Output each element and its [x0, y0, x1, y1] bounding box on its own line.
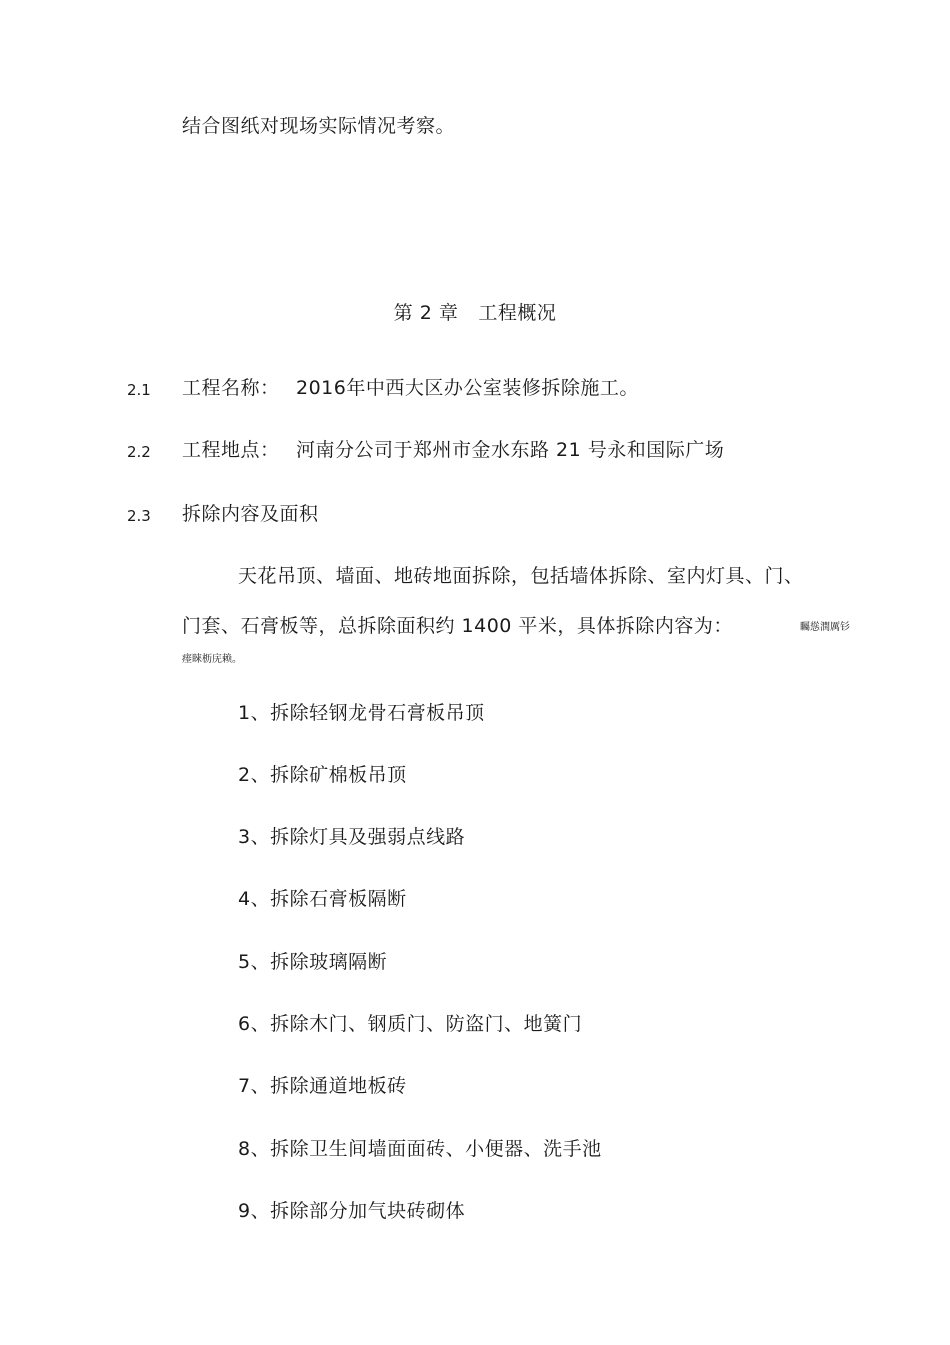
section-value: 2016年中西大区办公室装修拆除施工。 — [296, 377, 639, 399]
list-item: 2、拆除矿棉板吊顶 — [238, 764, 407, 786]
section-number: 2.3 — [127, 507, 151, 525]
chapter-number: 第 2 章 — [393, 302, 459, 324]
section-label: 工程名称： — [182, 377, 280, 399]
garbled-text: 矚慫潤厲钐 — [800, 622, 850, 633]
list-item: 9、拆除部分加气块砖砌体 — [238, 1200, 466, 1222]
paragraph-line-2: 门套、石膏板等，总拆除面积约 1400 平米，具体拆除内容为： — [182, 615, 733, 637]
chapter-title: 工程概况 — [478, 302, 557, 324]
list-item: 6、拆除木门、钢质门、防盗门、地簧门 — [238, 1013, 583, 1035]
section-number: 2.2 — [127, 443, 151, 461]
section-label: 工程地点： — [182, 439, 280, 461]
list-item: 1、拆除轻钢龙骨石膏板吊顶 — [238, 702, 485, 724]
list-item: 4、拆除石膏板隔断 — [238, 888, 407, 910]
list-item: 8、拆除卫生间墙面面砖、小便器、洗手池 — [238, 1138, 602, 1160]
section-number: 2.1 — [127, 381, 151, 399]
list-item: 5、拆除玻璃隔断 — [238, 951, 388, 973]
paragraph-line-1: 天花吊顶、墙面、地砖地面拆除，包括墙体拆除、室内灯具、门、 — [238, 565, 804, 587]
chapter-heading — [0, 301, 950, 325]
garbled-text: 瘗睞枥庑赖。 — [182, 654, 242, 665]
list-item: 7、拆除通道地板砖 — [238, 1075, 407, 1097]
section-value: 河南分公司于郑州市金水东路 21 号永和国际广场 — [296, 439, 725, 461]
list-item: 3、拆除灯具及强弱点线路 — [238, 826, 466, 848]
section-label: 拆除内容及面积 — [182, 503, 319, 525]
intro-line: 结合图纸对现场实际情况考察。 — [182, 115, 456, 137]
